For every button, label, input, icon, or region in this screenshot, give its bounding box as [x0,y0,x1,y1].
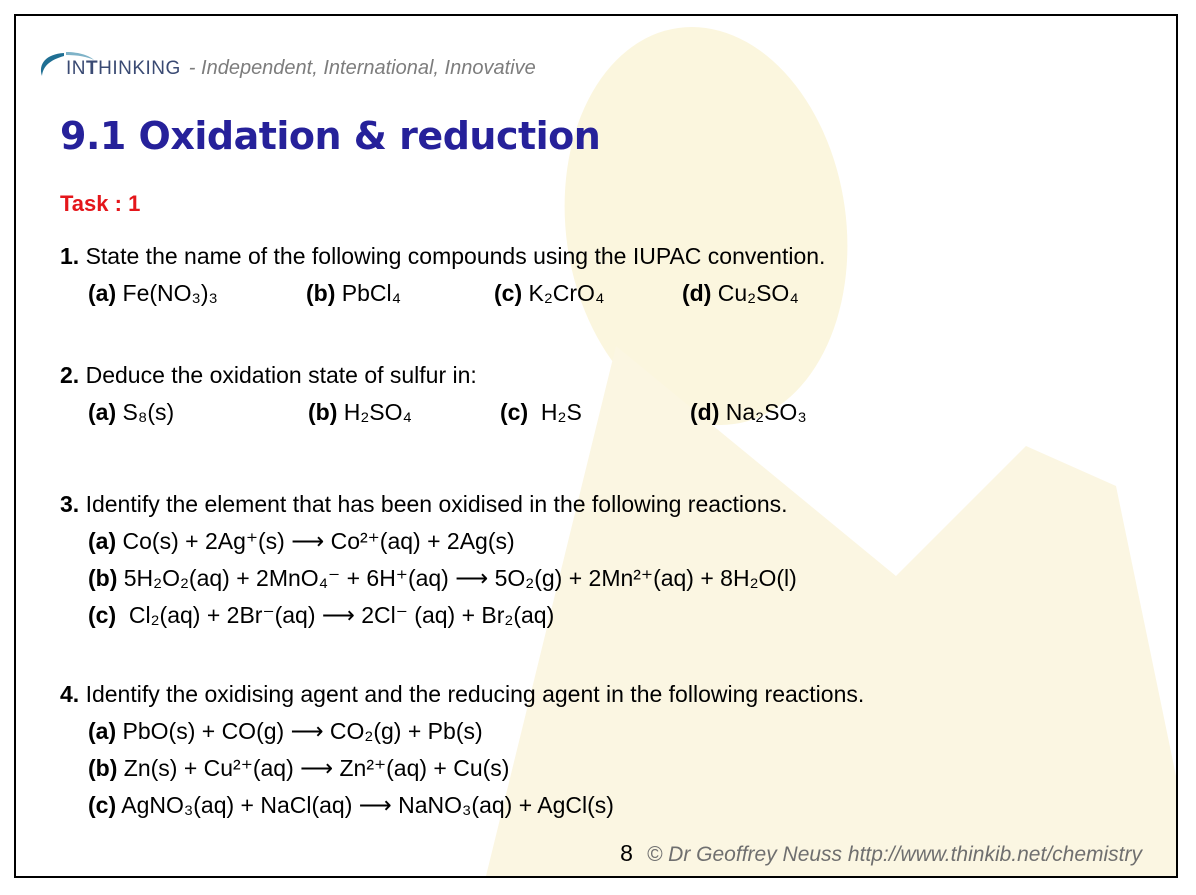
question-number: 4. [60,681,80,707]
option-a: (a) Fe(NO₃)₃ [88,280,218,306]
tagline: - Independent, International, Innovative [188,57,536,79]
question-stem: Identify the oxidising agent and the reducing agent in the following reactions. [85,681,865,707]
logo-text: INTHINKING [66,58,181,79]
option-d: (d) Na₂SO₃ [690,399,807,425]
question-stem: Deduce the oxidation state of sulfur in: [85,362,477,388]
footer [620,840,1142,867]
reaction-a: (a) Co(s) + 2Ag⁺(s) ⟶ Co²⁺(aq) + 2Ag(s) [88,528,515,554]
options-row [60,394,807,431]
question-number: 2. [60,362,80,388]
question-stem: State the name of the following compounds using the IUPAC convention. [85,243,826,269]
reaction-b: (b) 5H₂O₂(aq) + 2MnO₄⁻ + 6H⁺(aq) ⟶ 5O₂(g) + 2Mn²⁺(aq) + 8H₂O(l) [88,565,797,591]
page-title: 9.1 Oxidation & reduction [60,114,601,158]
option-b: (b) H₂SO₄ [308,399,412,425]
reaction-c: (c) Cl₂(aq) + 2Br⁻(aq) ⟶ 2Cl⁻ (aq) + Br₂(aq) [88,602,555,628]
page-number: 8 [620,840,633,866]
task-label: Task : 1 [60,191,141,216]
reaction-a: (a) PbO(s) + CO(g) ⟶ CO₂(g) + Pb(s) [88,718,483,744]
credit-line: © Dr Geoffrey Neuss http://www.thinkib.net/chemistry [646,843,1142,866]
option-c: (c) K₂CrO₄ [494,280,605,306]
question-1 [60,238,825,312]
option-d: (d) Cu₂SO₄ [682,280,799,306]
question-4 [60,676,864,824]
question-stem: Identify the element that has been oxidised in the following reactions. [85,491,788,517]
header [36,44,536,80]
reaction-b: (b) Zn(s) + Cu²⁺(aq) ⟶ Zn²⁺(aq) + Cu(s) [88,755,510,781]
question-2 [60,357,807,431]
option-a: (a) S₈(s) [88,399,175,425]
reaction-c: (c) AgNO₃(aq) + NaCl(aq) ⟶ NaNO₃(aq) + AgCl(s) [88,792,614,818]
slide [14,14,1178,878]
question-number: 1. [60,243,80,269]
options-row [60,275,825,312]
question-number: 3. [60,491,80,517]
option-c: (c) H₂S [500,399,582,425]
option-b: (b) PbCl₄ [306,280,402,306]
question-3 [60,486,797,634]
